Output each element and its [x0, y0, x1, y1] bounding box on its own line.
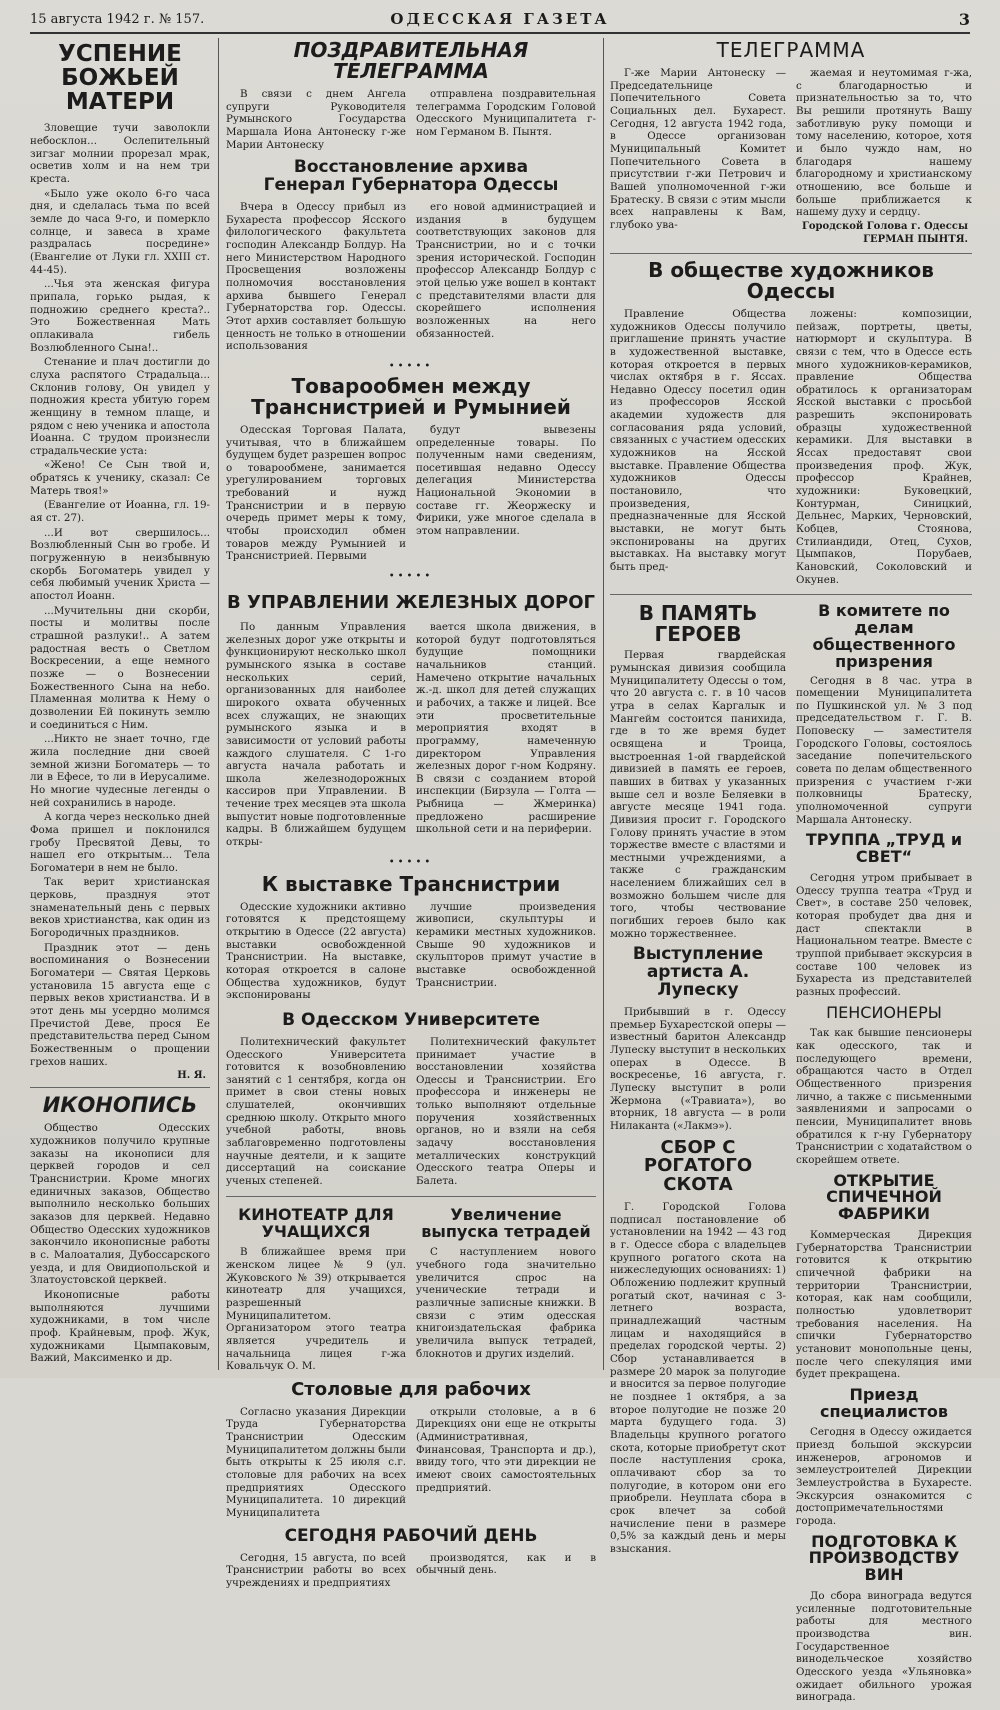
- article-text: Прибывший в г. Одессу премьер Бухарестской оперы — известный баритон Александр Лупеску выступит в нескольких операх в Одессе. В воскресенье, 16 августа, г. Лупеску выступит в роли Жермона («Травиата»), во вторник, 18 августа — в роли Нилаканта («Лакмэ»).: [610, 1005, 786, 1132]
- article-paragraph: ...Никто не знает точно, где жила последние дни своей земной жизни Богоматерь — то ли в Ефесе, то ли в Иерусалиме. Но многие чудесные легенды о ней сохранились в народе.: [30, 733, 210, 809]
- article-text: будут вывезены определенные товары. По полученным нами сведениям, посетившая недавно Одессу делегация Министерства Национальной Экономии в составе гг. Жеоржеску и Фирики, уже многое сделала в этом направлении.: [416, 423, 596, 538]
- article-paragraph: Так верит христианская церковь, празднуя этот знаменательный день с первых веков христианства, как один из Богородичных праздников.: [30, 876, 210, 940]
- article-title: ТЕЛЕГРАММА: [716, 38, 866, 62]
- article-vino: [796, 1531, 972, 1704]
- article-text: Сегодня утром прибывает в Одессу труппа театра «Труд и Свет», в составе 250 человек, которая пробудет два дня и даст спектакли в Национальном театре. Вместе с труппой прибывает экскурсия в составе 100 человек из Бухареста из представителей разных профессий.: [796, 871, 972, 998]
- article-sbor: [610, 1136, 786, 1556]
- article-title: ОТКРЫТИЕ СПИЧЕЧНОЙ ФАБРИКИ: [826, 1170, 942, 1224]
- article-paragraph: «Было уже около 6-го часа дня, и сделалась тьма по всей земле до часа 9-го, и померкло солнце, и завеса в храме раздралась посредине» (Евангелие от Луки гл. XXIII ст. 44-45).: [30, 187, 210, 276]
- article-text: Г. Городской Голова подписал постановление об установлении на 1942 — 43 год в г. Одессе сбора с владельцев крупного рогатого скота на нижеследующих основаниях: 1) Обложению подлежит крупный рогатый скот, начиная с 3-летнего возраста, принадлежащий частным лицам и находящийся в пределах городской черты. 2) Сбор устанавливается в размере 20 марок за полугодие и вносится за первое полугодие не позднее 1 октября, а за второе полугодие не позже 20 марта будущего года. 3) Владельцы крупного рогатого скота, которые приобретут скот после наступления срока, оплачивают сбор за то полугодие, в котором они его приобрели. Неуплата сбора в срок влечет за собой начисление пени в размере 0,5% за каждый день и меры взыскания.: [610, 1201, 786, 1555]
- article-specialisty: [796, 1384, 972, 1528]
- article-title: В обществе художников Одессы: [648, 257, 934, 303]
- article-paragraph: ...Чья эта женская фигура припала, горько рыдая, к подножию среднего креста?.. Это Божественная Мать оплакивала гибель Возлюбленного Сына!..: [30, 278, 210, 354]
- article-text: лучшие произведения живописи, скульптуры и керамики местных художников. Свыше 90 художников и скульпторов примут участие в выставке освобожденной Транснистрии.: [416, 900, 596, 989]
- article-text: его новой администрацией и издания в будущем соответствующих законов для Транснистрии, но и с точки зрения исторической. Господин профессор Александр Болдур с этой целью уже вошел в контакт с представителями власти для скорейшего исполнения возложенных на него обязанностей.: [416, 200, 596, 340]
- article-title: ПОЗДРАВИТЕЛЬНАЯ ТЕЛЕГРАММА: [293, 38, 529, 83]
- article-text: По данным Управления железных дорог уже открыты и функционируют несколько школ румынского языка в составе нескольких серий, организованных для наиболее широкого охвата обученных всех служащих, не знающих румынского языка и в зависимости от условий работы каждого слушателя. С 1-го августа начала работать и школа железнодорожных кассиров при Управлении. В течение трех месяцев эта школа выпустит новые подготовленные кадры. В ближайшем будущем откры-: [226, 620, 406, 849]
- article-text: Вчера в Одессу прибыл из Бухареста профессор Ясского филологического факультета господин Александр Болдур. На него Министерством Народного Просвещения возложены полномочия восстановления архива бывшего Генерал Губернаторства гор. Одессы. Этот архив составляет большую ценность не только в отношении использования: [226, 200, 406, 353]
- article-hudozhniki: [610, 257, 972, 588]
- column-right: [610, 38, 972, 1704]
- article-paragraph: Праздник этот — день воспоминания о Вознесении Богоматери — Святая Церковь установила 15 августа еще с первых веков христианства. И в этот день мы усердно молимся Пречистой Деве, прося Ее представительства перед Сыном Божественным о прощении грехов наших.: [30, 941, 210, 1068]
- article-title: К выставке Транснистрии: [261, 871, 561, 896]
- article-telegramma: [610, 40, 972, 247]
- article-tetradi: [416, 1201, 596, 1375]
- article-title: СБОР С РОГАТОГО СКОТА: [643, 1136, 753, 1196]
- article-text: жаемая и неутомимая г-жа, с благодарностью и признательностью за то, что Вы решили протянуть Вашу заботливую руку помощи и тому населению, которое, хотя и было чуждо нам, но благодаря нашему благородному и христианскому отношению, все больше и больше приближается к нашему духу и сердцу.: [796, 67, 972, 219]
- article-arhiv: [226, 159, 596, 355]
- article-text: производятся, как и в обычный день.: [416, 1551, 596, 1577]
- article-text: Одесская Торговая Палата, учитывая, что в ближайшем будущем будет разрешен вопрос о товарообмене, занимается урегулированием торговых требований и нужд Транснистрии и в первую очередь примет меры к тому, чтобы происходил обмен товаров между Румынией и Транснистрией. Первыми: [226, 423, 406, 563]
- article-ikonopis: [30, 1094, 210, 1365]
- article-paragraph: ...Мучительны дни скорби, посты и молитвы после страшной разлуки!.. А затем радостная весть о Светлом Воскресении, а еще немного позже — о Вознесении Божественного Сына на небо. Пламенная молитва к Нему о дозволении Ей покинуть землю и соединиться с Ним.: [30, 604, 210, 731]
- article-title: КИНОТЕАТР ДЛЯ УЧАЩИХСЯ: [238, 1204, 394, 1241]
- article-spichki: [796, 1170, 972, 1381]
- page-header: [30, 6, 970, 34]
- article-text: С наступлением нового учебного года значительно увеличится спрос на ученические тетради и различные записные книжки. В связи с этим одесская книгоиздательская фабрика увеличила выпуск тетрадей, блокнотов и других изделий.: [416, 1246, 596, 1360]
- article-komitet: [796, 603, 972, 826]
- article-text: вается школа движения, в которой будут подготовляться будущие помощники начальников станций. Намечено открытие начальных ж.-д. школ для детей служащих и рабочих, а также и лицей. Все эти просветительные мероприятия входят в программу, намеченную директором Управления железных дорог г-ном Кодряну. В связи с созданием второй инспекции (Бирзула — Голта — Рыбница — Жмеринка) предложено расширение школьной сети и на периферии.: [416, 620, 596, 836]
- article-body: [30, 1122, 210, 1364]
- article-text: Так как бывшие пенсионеры как одесского, так и последующего времени, обращаются часто в Отдел Общественного призрения лично, а также с письменными заявлениями и запросами о пенсии, Муниципалитет вновь обратился к г-ну Губернатору Транснистрии с ходатайством о скорейшем ответе.: [796, 1027, 972, 1166]
- signature-role: Городской Голова г. Одессы: [801, 220, 968, 232]
- article-paragraph: Зловещие тучи заволокли небосклон... Ослепительный зигзаг молнии прорезал мрак, осветив холм и на нем три креста.: [30, 122, 210, 186]
- article-title: Столовые для рабочих: [291, 1378, 531, 1400]
- article-text: ложены: композиции, пейзаж, портреты, цветы, натюрморт и скульптура. В связи с тем, что в Одессе есть много художников-керамиков, правление Общества обратилось к организаторам Ясской выставки с просьбой разрешить экспонировать образцы художественной керамики. Для выставки в Яссах предоставят свои произведения проф. Жук, профессор Крайнев, художники: Буковецкий, Контурман, Синицкий, Дельнес, Марких, Черновский, Кобцев, Стоянова, Стилиандиди, Отец, Сухов, Цымпаков, Порубаев, Кановский, Соколовский и Окунев.: [796, 307, 972, 586]
- article-pozdrav: [226, 40, 596, 153]
- article-body: [30, 122, 210, 1068]
- page-number: 3: [958, 10, 970, 29]
- article-title: В УПРАВЛЕНИИ ЖЕЛЕЗНЫХ ДОРОГ: [227, 592, 595, 614]
- article-title: УСПЕНИЕ БОЖЬЕЙ МАТЕРИ: [58, 41, 182, 116]
- signature-name: ГЕРМАН ПЫНТЯ.: [863, 233, 968, 245]
- article-text: открыли столовые, а в 6 Дирекциях они еще не открыты (Административная, Финансовая, Транспорта и др.), ввиду того, что эти дирекции не имеют своих самостоятельных предприятий.: [416, 1405, 596, 1494]
- article-text: отправлена поздравительная телеграмма Городским Головой Одесского Муниципалитета г-ном Германом В. Пынтя.: [416, 88, 596, 138]
- article-title: ПЕНСИОНЕРЫ: [826, 1002, 942, 1022]
- article-stolovye: [226, 1378, 596, 1522]
- article-text: В ближайшее время при женском лицее № 9 (ул. Жуковского № 39) открывается кинотеатр для учащихся, разрешенный Муниципалитетом. Организатором этого театра является учредитель и начальница лицея г-жа Ковальчук О. М.: [226, 1246, 406, 1373]
- article-paragraph: ...И вот свершилось... Возлюбленный Сын во гробе. И погруженную в неизбывную скорбь Богоматерь увидел у себя любимый ученик Христа — апостол Иоанн.: [30, 526, 210, 603]
- article-pensionery: [796, 1002, 972, 1167]
- article-vystavka: [226, 871, 596, 1004]
- article-text: Первая гвардейская румынская дивизия сообщила Муниципалитету Одессы о том, что 20 августа с. г. в 10 часов утра в селах Каргалык и Мангейм состоится панихида, где в то же время будет освящена и Троица, выстроенная 1-ой гвардейской дивизией в память ее героев, павших в битвах у указанных выше сел и возле Беляевки в августе месяце 1941 года. Дивизия просит г. Городского Голову принять участие в этом торжестве вместе с властями и местными учреждениями, а также с гражданским населением ближайших сел в возможно большем числе для того, чтобы чествование погибших героев было как можно торжественнее.: [610, 649, 786, 940]
- article-zheldor: [226, 594, 596, 851]
- article-trud-svet: [796, 832, 972, 998]
- article-text: Сегодня в Одессу ожидается приезд большой экскурсии инженеров, агрономов и землеустроителей Дирекции Землеустройства в Бухаресте. Экскурсия ознакомится с достопримечательностями города.: [796, 1426, 972, 1527]
- article-paragraph: «Жено! Се Сын твой и, обратясь к ученику, сказал: Се Матерь твоя!»: [30, 459, 210, 497]
- article-title: ПОДГОТОВКА К ПРОИЗВОДСТВУ ВИН: [808, 1531, 960, 1585]
- article-paragraph: (Евангелие от Иоанна, гл. 19-ая ст. 27).: [30, 499, 210, 525]
- article-title: ИКОНОПИСЬ: [42, 1093, 198, 1118]
- article-title: Приезд специалистов: [819, 1384, 949, 1421]
- article-title: ТРУППА „ТРУД и СВЕТ“: [805, 830, 963, 867]
- article-paragraph: Иконописные работы выполняются лучшими художниками, в том числе проф. Крайневым, проф. Жук, художниками Цымпаковым, Важий, Максименко и др.: [30, 1288, 210, 1365]
- article-title: СЕГОДНЯ РАБОЧИЙ ДЕНЬ: [284, 1525, 538, 1546]
- article-universitet: [226, 1012, 596, 1190]
- article-text: До сбора винограда ведутся усиленные подготовительные работы для местного производства вин. Государственное винодельческое хозяйство Одесского уезда «Ульяновка» ожидает обильного урожая винограда.: [796, 1590, 972, 1704]
- article-title: В Одесском Университете: [282, 1010, 540, 1031]
- article-paragraph: Стенание и плач достигли до слуха распятого Страдальца... Склонив голову, Он увидел у подножия креста убитую горем женщину в темном плаще, и рядом с нею ученика и апостола Иоанна. С трудом произнесли страдальческие уста:: [30, 356, 210, 457]
- issue-date: 15 августа 1942 г. № 157.: [30, 12, 205, 27]
- article-kinoteatr: [226, 1201, 406, 1375]
- article-title: В ПАМЯТЬ ГЕРОЕВ: [638, 601, 758, 647]
- article-text: Правление Общества художников Одессы получило приглашение принять участие в художественной выставке, которая откроется в первых числах октября в г. Яссах. Недавно Одессу посетил один из профессоров Ясской академии художеств для согласования ряда условий, связанных с участием одесских художников на Ясской выставке. Правление Общества художников Одессы постановило, что произведения, предназначенные для Ясской выставки, не могут быть экспонированы на других выставках. На выставку могут быть пред-: [610, 307, 786, 573]
- article-text: Сегодня в 8 час. утра в помещении Муниципалитета по Пушкинской ул. № 3 под председательством г. Г. В. Поповеску — заместителя Городского Головы, состоялось заседание попечительского совета по делам общественного призрения с участием г-жи полковницы Братеску, уполномоченной супруги Маршала Антонеску.: [796, 674, 972, 826]
- article-text: Политехнический факультет принимает участие в восстановлении хозяйства Одессы и Транснистрии. Его профессора и инженеры не только выполняют отдельные поручения хозяйственных органов, но и взяли на себя задачу восстановления металлических конструкций Одесского театра Оперы и Балета.: [416, 1035, 596, 1188]
- article-title: Увеличение выпуска тетрадей: [421, 1204, 591, 1241]
- article-text: Одесские художники активно готовятся к предстоящему открытию в Одессе (22 августа) выставки освобожденной Транснистрии. На выставке, которая откроется в салоне Общества художников, будут экспонированы: [226, 900, 406, 1002]
- article-text: Сегодня, 15 августа, по всей Транснистрии работы во всех учреждениях и предприятиях: [226, 1551, 406, 1589]
- article-paragraph: А когда через несколько дней Фома пришел и поклонился гробу Пресвятой Девы, то нашел его открытым... Тела Богоматери в нем не было.: [30, 811, 210, 874]
- article-text: Согласно указания Дирекции Труда Губернаторства Транснистрии Одесским Муниципалитетом должны были быть открыты к 25 июля с.г. столовые для рабочих на всех предприятиях Одесского Муниципалитета. 10 дирекций Муниципалитета: [226, 1405, 406, 1520]
- article-text: В связи с днем Ангела супруги Руководителя Румынского Государства Маршала Иона Антонеску г-же Марии Антонеску: [226, 88, 406, 151]
- article-rabochiy-den: [226, 1525, 596, 1592]
- column-middle: ПОЗДРАВИТЕЛЬНАЯ ТЕЛЕГРАММА В связи с днем Ангела супруги Руководителя Румынского Государства Маршала Иона Антонеску г-же Марии Антонеску отправлена поздравительная телеграмма Городским Головой Одесского Муниципалитета г-ном Германом В. Пынтя. Восстановление архива Генерал Губернатора Одессы Вчера в Одессу прибыл из Бухареста профессор Ясского филологического факультета господин Александр Болдур. На него Министерством Народного Просвещения возложены полномочия восстановления архива бывшего Генерал Губернаторства гор. Одессы. Этот архив составляет большую ценность не только в отношении использования его новой администрацией и издания в будущем соответствующих законов для Транснистрии, но и с точки зрения исторической. Господин профессор Александр Болдур с этой целью уже вошел в контакт с представителями власти для скорейшего исполнения возложенных на него обязанностей. ••••• Товарообмен между Транснистрией и Румынией Одесская Торговая Палата, учитывая, что в ближайшем будущем будет разрешен вопрос о товарообмене, занимается урегулированием торговых требований и нужд Транснистрии и в первую очередь примет меры к тому, чтобы происходил обмен товаров между Румынией и Транснистрией. Первыми будут вывезены определенные товары. По полученным нами сведениям, посетившая недавно Одессу делегация Министерства Национальной Экономии в составе гг. Жеоржеску и Фирики, уже многое сделала в этом направлении. ••••• В УПРАВЛЕНИИ ЖЕЛЕЗНЫХ ДОРОГ По данным Управления железных дорог уже открыты и функционируют несколько школ румынского языка в составе нескольких серий, организованных для наиболее широкого охвата обученных всех служащих, не знающих румынского языка и в зависимости от условий работы каждого слушателя. С 1-го августа начала работать и школа железнодорожных кассиров при Управлении. В течение трех месяцев эта школа выпустит новые подготовленные кадры. В ближайшем будущем откры- вается школа движения, в которой будут подготовляться будущие помощники начальников станций. Намечено открытие начальных ж.-д. школ для детей служащих и рабочих, а также и лицей. Все эти просветительные мероприятия входят в программу, намеченную директором Управления железных дорог г-ном Кодряну. В связи с созданием второй инспекции (Бирзула — Голта — Рыбница — Жмеринка) предложено расширение школьной сети и на периферии. ••••• К выставке Транснистрии Одесские художники активно готовятся к предстоящему открытию в Одессе (22 августа) выставки освобожденной Транснистрии. На выставке, которая откроется в салоне Общества художников, будут экспонированы лучшие произведения живописи, скульптуры и керамики местных художников. Свыше 90 художников и скульпторов примут участие в выставке освобожденной Транснистрии. В Одесском Университете Политехнический факультет Одесского Университета готовится к возобновлению занятий с 1 сентября, когда он примет в свои стены новых слушателей, окончивших среднюю школу. Открыто много учебной работы, вновь заблаговременно подготовлены научные деятели, и к защите диссертаций на соискание ученых степеней. Политехнический факультет принимает участие в восстановлении хозяйства Одессы и Транснистрии. Его профессора и инженеры не только выполняют отдельные поручения хозяйственных органов, но и взяли на себя задачу восстановления металлических конструкций Одесского театра Оперы и Балета. КИНОТЕАТР ДЛЯ УЧАЩИХСЯ В ближайшее время при женском лицее № 9 (ул. Жуковского № 39) открывается кинотеатр для учащихся, разрешенный Муниципалитетом. Организатором этого театра является учредитель и начальница лицея г-жа Ковальчук О. М. Увеличение выпуска тетрадей С наступлением нового учебного года значительно увеличится спрос на ученические тетради и различные записные книжки. В связи с этим одесская книгоиздательская фабрика увеличила выпуск тетрадей, блокнотов и других изделий. Столовые для рабочих Согласно указания Дирекции Труда Губернаторства Транснистрии Одесским Муниципалитетом должны были быть открыты к 25 июля с.г. столовые для рабочих на всех предприятиях Одесского Муниципалитета. 10 дирекций Муниципалитета открыли столовые, а в 6 Дирекциях они еще не открыты (Административная, Финансовая, Транспорта и др.), ввиду того, что эти дирекции не имеют своих самостоятельных предприятий. СЕГОДНЯ РАБОЧИЙ ДЕНЬ Сегодня, 15 августа, по всей Транснистрии работы во всех учреждениях и предприятиях производятся, как и в обычный день.: [226, 38, 596, 1372]
- newspaper-title: ОДЕССКАЯ ГАЗЕТА: [390, 10, 610, 28]
- article-paragraph: Общество Одесских художников получило крупные заказы на иконописи для церквей городов и сел Транснистрии. Кроме многих единичных заказов, Общество выполнило несколько больших заказов для церквей. Недавно Общество Одесских художников закончило иконописные работы в с. Малоаталия, Дубоссарского уезда, и для Овидиопольской и Златоустовской церквей.: [30, 1122, 210, 1287]
- article-signature: Н. Я.: [177, 1070, 206, 1082]
- article-geroi: [610, 603, 786, 940]
- article-lupesku: [610, 946, 786, 1132]
- column-left: [30, 38, 210, 1372]
- article-tovaroobmen: [226, 373, 596, 565]
- article-title: Товарообмен между Транснистрией и Румынией: [251, 373, 571, 419]
- article-text: Г-же Марии Антонеску — Председательнице Попечительного Совета Социальных дел. Бухарест. Сегодня, 12 августа 1942 года, в Одессе организован Муниципальный Комитет Попечительного Совета в присутствии г-жи Петрович и Вашей уполномоченной г-жи Братеску. В связи с этим мысли всех направлены к Вам, глубоко ува-: [610, 67, 786, 231]
- article-title: В комитете по делам общественного призрения: [812, 601, 956, 671]
- article-text: Политехнический факультет Одесского Университета готовится к возобновлению занятий с 1 сентября, когда он примет в свои стены новых слушателей, окончивших среднюю школу. Открыто много учебной работы, вновь заблаговременно подготовлены научные деятели, и к защите диссертаций на соискание ученых степеней.: [226, 1035, 406, 1188]
- article-uspenie: [30, 42, 210, 1081]
- article-text: Коммерческая Дирекция Губернаторства Транснистрии готовится к открытию спичечной фабрики на территории Транснистрии, которая, как нам сообщили, полностью удовлетворит требования населения. На спички Губернаторство установит монопольные цены, после чего спекуляция ими будет прекращена.: [796, 1228, 972, 1381]
- article-title: Восстановление архива Генерал Губернатора Одессы: [263, 157, 559, 196]
- article-title: Выступление артиста А. Лупеску: [632, 944, 764, 1001]
